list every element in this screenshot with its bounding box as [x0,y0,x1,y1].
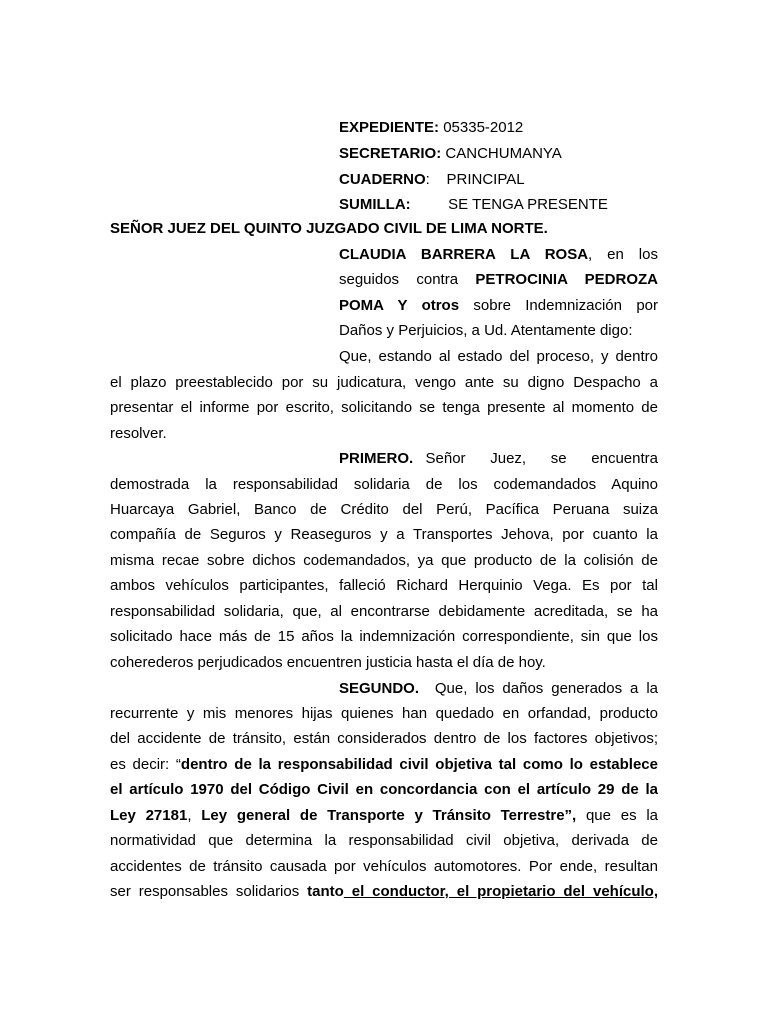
primero-label: PRIMERO. [339,450,414,467]
emphasis-responsables: el conductor, el propietario del vehículo, [343,883,658,900]
intro-line-1-text: , en los [588,246,658,263]
primero-line-7: responsabilidad solidaria, que, al encontrarse debidamente acreditada, se ha [110,603,658,620]
legal-quote-1: dentro de la responsabilidad civil objetiva tal como lo establece [180,756,658,773]
primero-line-9: coherederos perjudicados encuentren justicia hasta el día de hoy. [110,654,546,671]
expediente-line [339,115,669,140]
primero-line-1-text: Señor Juez, se encuentra [413,450,658,467]
segundo-line-8: accidentes de tránsito causada por vehículos automotores. Por ende, resultan [110,858,658,875]
intro-line-3 [339,293,658,319]
segundo-line-1-text: Que, los daños generados a la [419,680,658,697]
defendant-name-cont: POMA Y otros [339,297,460,314]
cuaderno-line [339,167,669,192]
emphasis-tanto: tanto [307,883,344,900]
defendant-name: PETROCINIA PEDROZA [475,271,658,288]
legal-quote-2: el artículo 1970 del Código Civil en concordancia con el artículo 29 de la [110,781,658,798]
addressee-heading: SEÑOR JUEZ DEL QUINTO JUZGADO CIVIL DE LIMA NORTE. [110,220,548,237]
sumilla-line [339,192,669,217]
primero-line-3: Huarcaya Gabriel, Banco de Crédito del Perú, Pacífica Peruana suiza [110,501,658,518]
opening-line-1: Que, estando al estado del proceso, y dentro [339,348,658,365]
primero-line-1 [339,446,658,472]
primero-line-8: solicitado hace más de 15 años la indemnización correspondiente, sin que los [110,628,658,645]
sumilla-value: SE TENGA PRESENTE [410,196,608,213]
segundo-line-4 [110,752,658,778]
primero-line-4: compañía de Seguros y Reaseguros y a Transportes Jehova, por cuanto la [110,526,658,543]
cuaderno-value: PRINCIPAL [429,171,525,188]
opening-line-4: resolver. [110,425,167,442]
segundo-line-9-text: ser responsables solidarios [110,883,308,900]
segundo-line-7: normatividad que determina la responsabilidad civil objetiva, derivada de [110,832,658,849]
primero-line-2: demostrada la responsabilidad solidaria de los codemandados Aquino [110,476,658,493]
segundo-line-6-sep: , [187,807,202,824]
intro-line-2 [339,267,658,293]
opening-line-3: presentar el informe por escrito, solicitando se tenga presente al momento de [110,399,658,416]
sumilla-label: SUMILLA: [339,196,411,213]
law-title: Ley general de Transporte y Tránsito Terrestre”, [201,807,577,824]
expediente-value: 05335-2012 [439,119,524,136]
segundo-label: SEGUNDO. [339,680,420,697]
cuaderno-label: CUADERNO [339,171,426,188]
segundo-line-5 [110,777,658,803]
segundo-line-4-text: es decir: “ [110,756,181,773]
intro-line-2-text: seguidos contra [339,271,476,288]
primero-line-5: misma recae sobre dichos codemandados, ya que producto de la colisión de [110,552,658,569]
secretario-label: SECRETARIO: [339,145,442,162]
secretario-value: CANCHUMANYA [441,145,562,162]
segundo-line-3: del accidente de tránsito, están considerados dentro de los factores objetivos; [110,730,658,747]
cuaderno-colon: : [425,171,430,188]
intro-line-4: Daños y Perjuicios, a Ud. Atentamente digo: [339,322,633,339]
expediente-label: EXPEDIENTE: [339,119,440,136]
law-number: Ley 27181 [110,807,188,824]
intro-line-1 [339,242,658,268]
segundo-line-9 [110,879,658,905]
intro-line-3-text: sobre Indemnización por [459,297,658,314]
segundo-line-6-text: que es la [576,807,658,824]
segundo-line-1 [339,676,658,702]
opening-line-2: el plazo preestablecido por su judicatura, vengo ante su digno Despacho a [110,374,658,391]
segundo-line-2: recurrente y mis menores hijas quienes han quedado en orfandad, producto [110,705,658,722]
segundo-line-6 [110,803,658,829]
primero-line-6: ambos vehículos participantes, falleció Richard Herquinio Vega. Es por tal [110,577,658,594]
plaintiff-name: CLAUDIA BARRERA LA ROSA [339,246,589,263]
secretario-line [339,141,669,166]
